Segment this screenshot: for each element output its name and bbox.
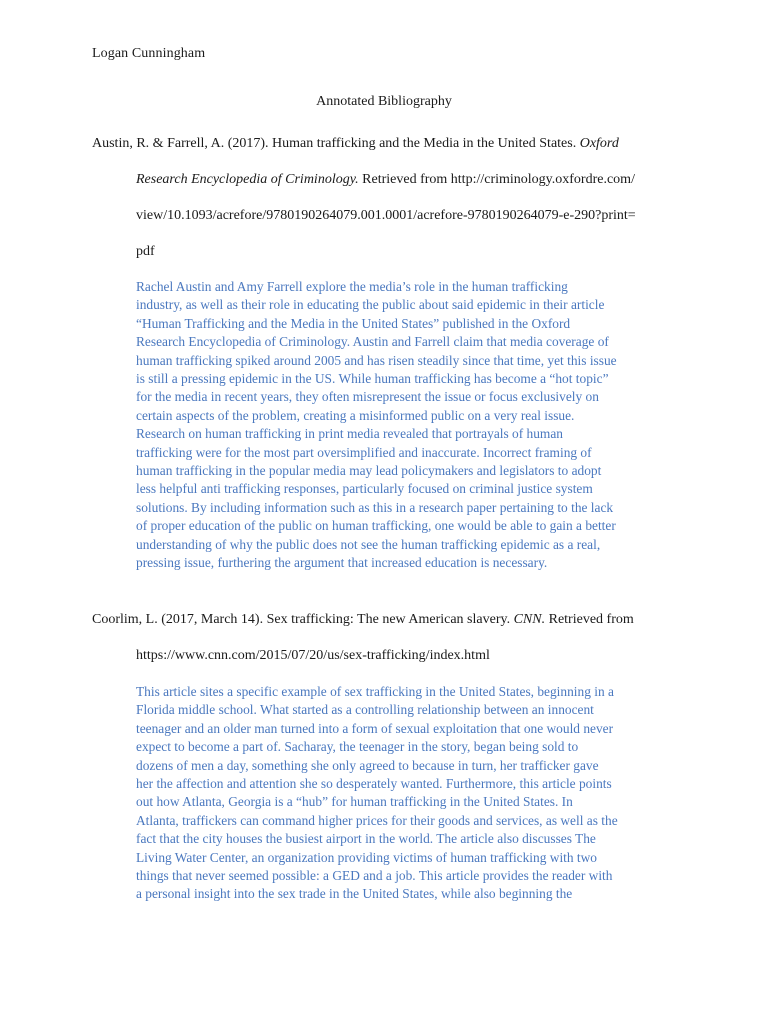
journal-title: CNN. <box>513 612 546 627</box>
citation-line <box>92 602 682 638</box>
citation-austin-farrell <box>92 126 682 270</box>
annotation-line: human trafficking in the popular media may lead policymakers and legislators to adopt <box>136 463 602 479</box>
citation-text: Retrieved from <box>545 612 634 627</box>
annotation-line: for the media in recent years, they often misrepresent the issue or focus exclusively on <box>136 389 599 405</box>
citation-url-line: view/10.1093/acrefore/9780190264079.001.0001/acrefore-9780190264079-e-290?print= <box>136 208 636 223</box>
citation-url-line: pdf <box>136 244 155 259</box>
annotation-line: out how Atlanta, Georgia is a “hub” for human trafficking in the United States. In <box>136 794 573 810</box>
annotation-line: trafficking were for the most part oversimplified and inaccurate. Incorrect framing of <box>136 444 592 460</box>
annotation-line: Florida middle school. What started as a controlling relationship between an innocent <box>136 702 594 718</box>
author-name: Logan Cunningham <box>92 46 206 61</box>
citation-text: Retrieved from http://criminology.oxfordre.com/ <box>358 172 635 187</box>
annotation-line: Research Encyclopedia of Criminology. Austin and Farrell claim that media coverage of <box>136 334 609 350</box>
annotation-line: a personal insight into the sex trade in the United States, while also beginning the <box>136 886 573 902</box>
annotation-coorlim <box>136 683 680 904</box>
annotation-line: understanding of why the public does not see the human trafficking epidemic as a real, <box>136 536 601 552</box>
annotation-line: solutions. By including information such as this in a research paper pertaining to the lack <box>136 499 614 515</box>
document-title: Annotated Bibliography <box>316 94 452 109</box>
journal-title: Oxford <box>579 136 619 151</box>
annotation-line: Research on human trafficking in print media revealed that portrayals of human <box>136 426 563 442</box>
citation-text: Austin, R. & Farrell, A. (2017). Human trafficking and the Media in the United States. <box>92 136 580 151</box>
annotation-line: This article sites a specific example of sex trafficking in the United States, beginning in a <box>136 684 614 699</box>
annotation-line: teenager and an older man turned into a form of sexual exploitation that one would never <box>136 720 614 736</box>
annotation-line: Living Water Center, an organization providing victims of human trafficking with two <box>136 849 598 865</box>
annotation-line: expect to become a part of. Sacharay, the teenager in the story, began being sold to <box>136 739 579 755</box>
citation-coorlim <box>92 602 682 674</box>
citation-url-line: https://www.cnn.com/2015/07/20/us/sex-trafficking/index.html <box>136 648 490 663</box>
citation-line <box>92 126 682 162</box>
annotation-line: her the affection and attention she so desperately wanted. Furthermore, this article points <box>136 776 612 792</box>
annotation-line: Atlanta, traffickers can command higher prices for their goods and services, as well as the <box>136 812 618 828</box>
annotation-line: industry, as well as their role in educating the public about said epidemic in their article <box>136 297 605 313</box>
citation-line <box>92 162 682 198</box>
annotation-line: certain aspects of the problem, creating a misinformed public on a very real issue. <box>136 407 575 423</box>
annotation-line: dozens of men a day, something she only agreed to because in turn, her trafficker gave <box>136 757 599 773</box>
annotation-line: pressing issue, furthering the argument that increased education is necessary. <box>136 555 548 571</box>
annotation-line: of proper education of the public on human trafficking, one would be able to gain a better <box>136 518 616 534</box>
annotation-line: things that never seemed possible: a GED and a job. This article provides the reader with <box>136 868 613 884</box>
citation-text: Coorlim, L. (2017, March 14). Sex trafficking: The new American slavery. <box>92 612 514 627</box>
annotation-line: human trafficking spiked around 2005 and has risen steadily since that time, yet this issue <box>136 352 617 368</box>
journal-title: Research Encyclopedia of Criminology. <box>136 172 359 187</box>
annotation-line: fact that the city houses the busiest airport in the world. The article also discusses The <box>136 831 596 847</box>
annotation-austin-farrell <box>136 278 680 573</box>
annotation-line: “Human Trafficking and the Media in the United States” published in the Oxford <box>136 315 571 331</box>
annotation-line: is still a pressing epidemic in the US. While human trafficking has become a “hot topic” <box>136 371 609 387</box>
annotation-line: Rachel Austin and Amy Farrell explore the media’s role in the human trafficking <box>136 279 568 294</box>
annotation-line: less helpful anti trafficking responses, particularly focused on criminal justice system <box>136 481 593 497</box>
